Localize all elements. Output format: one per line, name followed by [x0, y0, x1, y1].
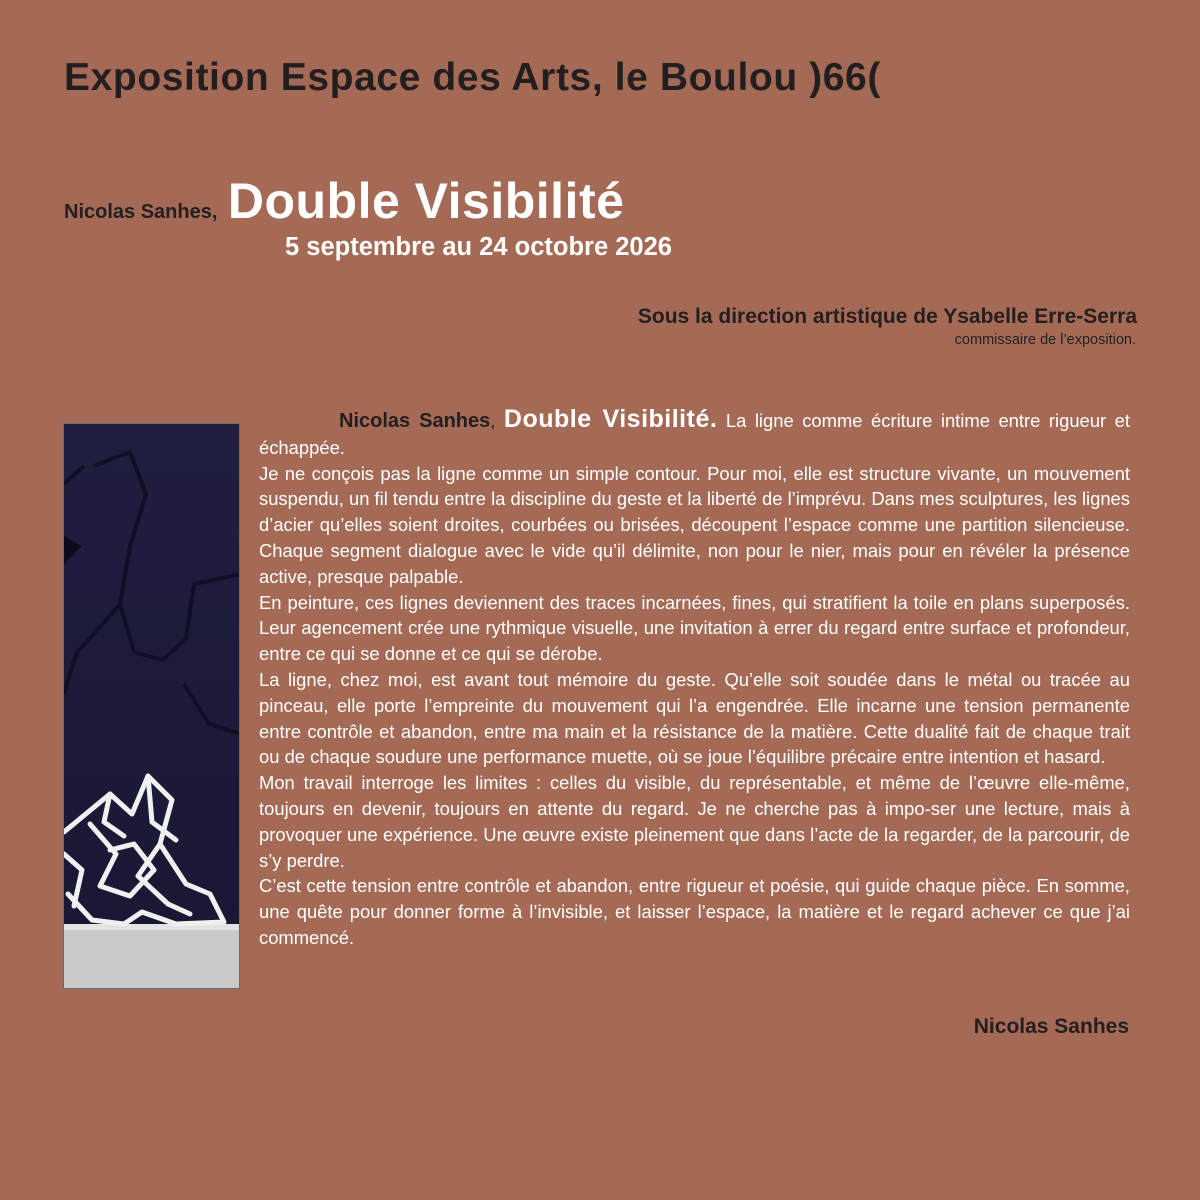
statement-paragraph: En peinture, ces lignes deviennent des traces incarnées, fines, qui stratifient la toile en plans superposés. Leur agencement crée une rythmique visuelle, une invitation à errer du regard entre surface et profondeur, entre ce qui se donne et ce qui se dérobe. — [259, 591, 1130, 665]
pedestal — [64, 929, 240, 989]
curator-role: commissaire de l’exposition. — [954, 332, 1136, 348]
exhibition-dates: 5 septembre au 24 octobre 2026 — [285, 233, 672, 261]
statement-paragraph: Mon travail interroge les limites : celles du visible, du représentable, et même de l’œuvre elle-même, toujours en devenir, toujours en attente du regard. Je ne cherche pas à impo-ser une lecture, mais à provoquer une expérience. Une œuvre existe pleinement que dans l’acte de la regarder, de la parcourir, de s’y perdre. — [259, 772, 1130, 871]
artwork-image — [63, 423, 240, 989]
lead-artist-name: Nicolas Sanhes — [339, 410, 491, 432]
signature: Nicolas Sanhes — [973, 1015, 1129, 1038]
lead-paragraph — [259, 407, 1130, 461]
statement-paragraph: Je ne conçois pas la ligne comme un simple contour. Pour moi, elle est structure vivante, un mouvement suspendu, un fil tendu entre la discipline du geste et la liberté de l’imprévu. Dans mes sculptures, les lignes d’acier qu’elles soient droites, courbées ou brisées, découpent l’espace comme une partition silencieuse. Chaque segment dialogue avec le vide qu’il délimite, non pour le nier, mais pour en révéler la présence active, presque palpable. — [259, 462, 1130, 587]
sculpture-photo — [64, 424, 240, 989]
artist-separator: , — [211, 201, 218, 223]
artist-title-line — [64, 172, 624, 230]
statement-paragraph: La ligne, chez moi, est avant tout mémoire du geste. Qu’elle soit soudée dans le métal ou tracée au pinceau, elle porte l’empreinte du mouvement qui l’a engendrée. Elle incarne une tension permanente entre contrôle et abandon, entre ma main et la résistance de la matière. Cette dualité fait de chaque trait ou de chaque soudure une performance muette, où se joue l’équilibre précaire entre intention et hasard. — [259, 668, 1130, 768]
artist-name: Nicolas Sanhes — [64, 201, 212, 223]
artistic-direction: Sous la direction artistique de Ysabelle Erre-Serra — [637, 305, 1137, 328]
exhibition-header-title: Exposition Espace des Arts, le Boulou )66( — [64, 56, 881, 99]
statement-text — [259, 407, 1130, 951]
statement-paragraph: C’est cette tension entre contrôle et abandon, entre rigueur et poésie, qui guide chaque pièce. En somme, une quête pour donner forme à l’invisible, et laisser l’espace, la matière et le regard achever ce que j’ai commencé. — [259, 875, 1130, 948]
lead-separator: , — [490, 410, 496, 431]
lead-subtitle: La ligne comme écriture intime entre rigueur et échappée. — [259, 410, 1131, 458]
lead-exhibition-title: Double Visibilité. — [503, 405, 718, 433]
exhibition-title: Double Visibilité — [227, 173, 625, 229]
